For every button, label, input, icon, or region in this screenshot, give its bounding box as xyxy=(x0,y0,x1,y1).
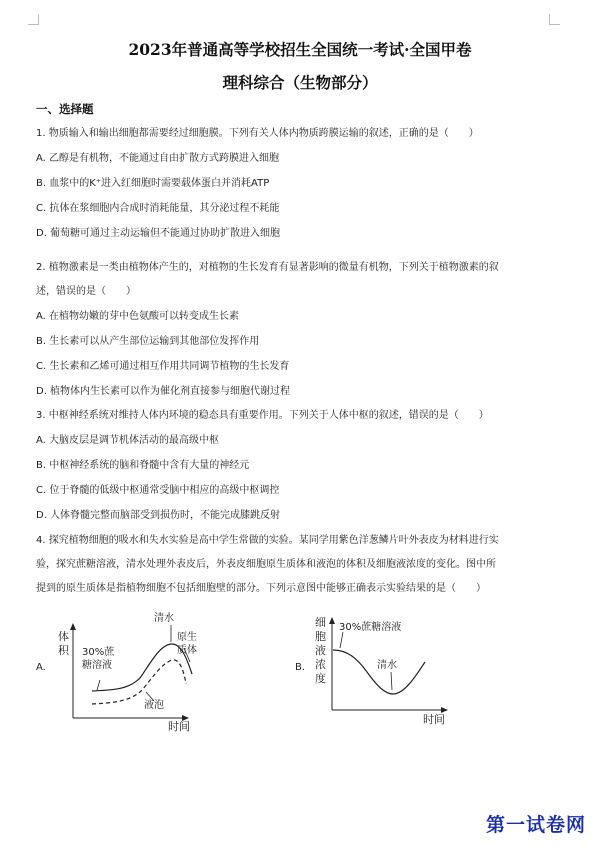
figure-b-water-label: 清水 xyxy=(377,660,397,671)
figure-a-sucrose-pointer xyxy=(97,680,100,690)
crop-mark-top-right xyxy=(549,14,560,25)
figure-a-diagram xyxy=(32,604,202,734)
question-2-option-d: D. 植物体内生长素可以作为催化剂直接参与细胞代谢过程 xyxy=(36,386,291,397)
question-2-stem-line-2: 述，错误的是（ ） xyxy=(36,286,136,297)
question-1-option-a: A. 乙醇是有机物，不能通过自由扩散方式跨膜进入细胞 xyxy=(36,153,280,164)
figure-a-y-arrow-icon xyxy=(70,623,76,630)
figure-b-y-arrow-icon xyxy=(329,617,335,624)
crop-mark-top-left xyxy=(28,14,39,25)
question-4-stem-line-1: 4. 探究植物细胞的吸水和失水实验是高中学生常做的实验。某同学用紫色洋葱鳞片叶外表皮为材料进行实 xyxy=(36,535,499,546)
site-watermark: 第一试卷网 xyxy=(485,814,586,836)
figure-b-y-label-3: 液 xyxy=(315,644,326,657)
question-1-option-b: B. 血浆中的K⁺进入红细胞时需要载体蛋白并消耗ATP xyxy=(36,178,270,189)
figure-a-option-label: A. xyxy=(36,662,46,673)
figure-a-sucrose-label-2: 糖溶液 xyxy=(82,660,112,671)
figure-b-y-label-1: 细 xyxy=(315,616,326,629)
figure-b-x-label: 时间 xyxy=(423,713,445,726)
figure-a-protoplast-label-2: 质体 xyxy=(177,645,197,656)
figure-b-y-label-4: 浓 xyxy=(315,658,326,671)
figure-a-y-label-1: 体 xyxy=(58,630,69,643)
figure-b-y-label-2: 胞 xyxy=(315,630,326,643)
question-4-stem-line-3: 提到的原生质体是指植物细胞不包括细胞壁的部分。下列示意图中能够正确表示实验结果的是（ ） xyxy=(36,583,486,594)
figure-b-sucrose-label: 30%蔗糖溶液 xyxy=(339,622,402,633)
figure-a-x-label: 时间 xyxy=(168,720,190,733)
question-2-option-b: B. 生长素可以从产生部位运输到其他部位发挥作用 xyxy=(36,336,260,347)
exam-title: 2023年普通高等学校招生全国统一考试·全国甲卷 xyxy=(128,40,472,59)
figure-b-water-pointer xyxy=(391,672,392,690)
question-2-stem-line-1: 2. 植物激素是一类由植物体产生的，对植物的生长发育有显著影响的微量有机物，下列关于植物激素的叙 xyxy=(36,262,499,273)
question-3-stem: 3. 中枢神经系统对维持人体内环境的稳态具有重要作用。下列关于人体中枢的叙述，错误的是（ ） xyxy=(36,410,489,421)
question-3-option-b: B. 中枢神经系统的脑和脊髓中含有大量的神经元 xyxy=(36,460,250,471)
question-1-stem: 1. 物质输入和输出细胞都需要经过细胞膜。下列有关人体内物质跨膜运输的叙述，正确的是（ ） xyxy=(36,128,479,139)
figure-b-y-label-5: 度 xyxy=(315,672,326,685)
figure-b-concentration-curve xyxy=(333,650,425,694)
figure-b-diagram xyxy=(293,610,463,730)
figure-b-sucrose-pointer xyxy=(340,632,343,648)
figure-a-water-label: 清水 xyxy=(154,613,174,624)
figure-a-vacuole-label: 液泡 xyxy=(144,700,164,711)
question-2-option-a: A. 在植物幼嫩的芽中色氨酸可以转变成生长素 xyxy=(36,311,240,322)
question-1-option-d: D. 葡萄糖可通过主动运输但不能通过协助扩散进入细胞 xyxy=(36,228,281,239)
question-3-option-c: C. 位于脊髓的低级中枢通常受脑中相应的高级中枢调控 xyxy=(36,485,280,496)
question-4-stem-line-2: 验，探究蔗糖溶液，清水处理外表皮后，外表皮细胞原生质体和液泡的体积及细胞液浓度的变化。图中所 xyxy=(36,559,496,570)
section-title: 一、选择题 xyxy=(36,102,94,116)
question-1-option-c: C. 抗体在浆细胞内合成时消耗能量，其分泌过程不耗能 xyxy=(36,203,280,214)
figure-a-sucrose-label-1: 30%蔗 xyxy=(82,647,115,658)
exam-subtitle: 理科综合（生物部分） xyxy=(222,73,378,92)
question-3-option-a: A. 大脑皮层是调节机体活动的最高级中枢 xyxy=(36,435,220,446)
figure-a-protoplast-label-1: 原生 xyxy=(177,632,197,643)
question-2-option-c: C. 生长素和乙烯可通过相互作用共同调节植物的生长发育 xyxy=(36,361,290,372)
figure-b-option-label: B. xyxy=(295,662,306,673)
figure-a-y-label-2: 积 xyxy=(58,644,69,657)
question-3-option-d: D. 人体脊髓完整而脑部受到损伤时，不能完成膝跳反射 xyxy=(36,510,281,521)
